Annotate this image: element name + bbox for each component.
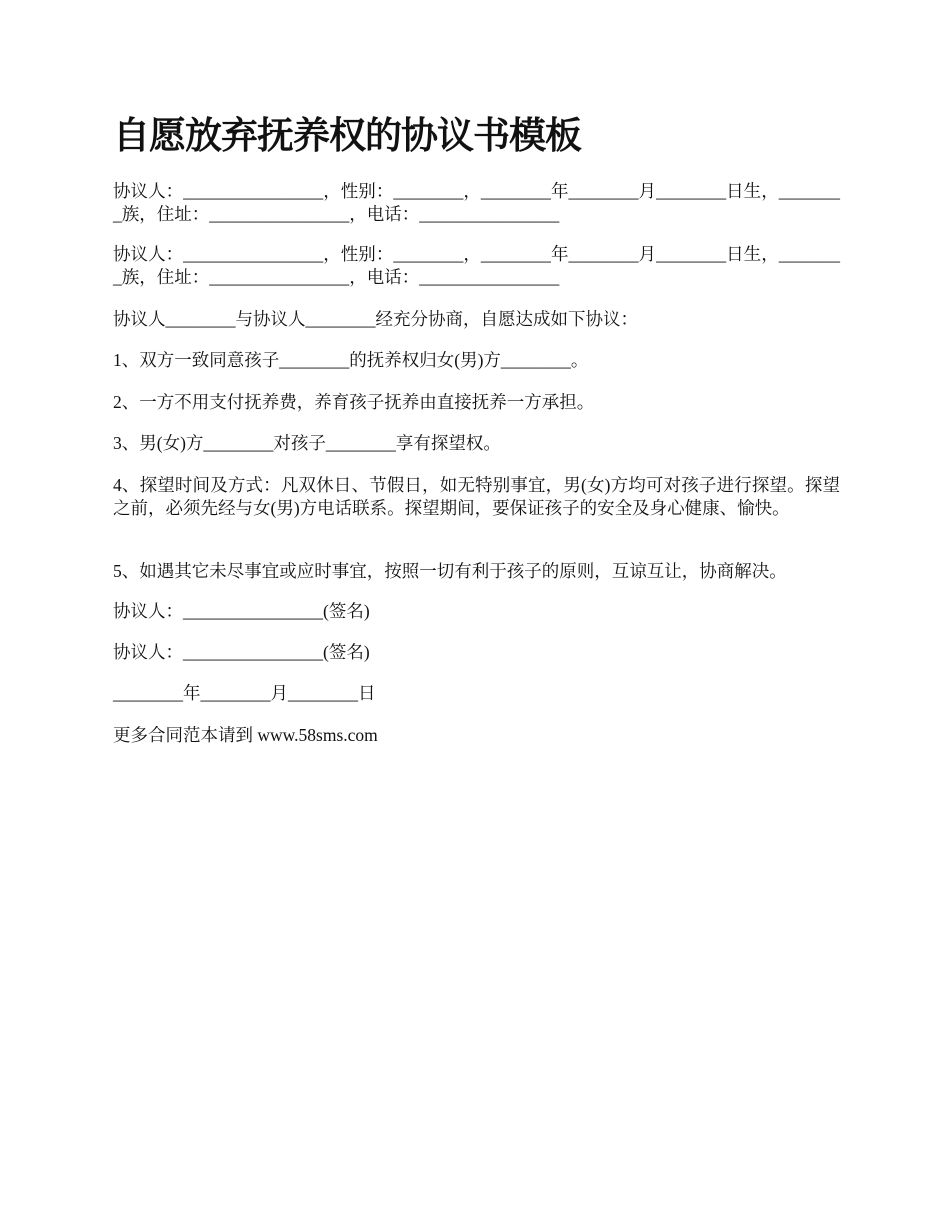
clause-3: 3、男(女)方________对孩子________享有探望权。	[113, 433, 501, 453]
party-b-info: 协议人：________________，性别：________，________年________月________日生，________族，住址：________________，电话：________________	[113, 244, 840, 287]
signature-party-a: 协议人：________________(签名)	[113, 601, 370, 621]
clause-4: 4、探望时间及方式：凡双休日、节假日，如无特别事宜，男(女)方均可对孩子进行探望。探望之前，必须先经与女(男)方电话联系。探望期间，要保证孩子的安全及身心健康、愉快。	[113, 475, 840, 518]
agreement-intro: 协议人________与协议人________经充分协商，自愿达成如下协议：	[113, 309, 638, 329]
clause-1: 1、双方一致同意孩子________的抚养权归女(男)方________。	[113, 350, 589, 370]
document-title: 自愿放弃抚养权的协议书模板	[113, 114, 581, 157]
footer-note: 更多合同范本请到 www.58sms.com	[113, 725, 378, 745]
party-a-info: 协议人：________________，性别：________，________年________月________日生，________族，住址：________________，电话：________________	[113, 181, 840, 224]
clause-5: 5、如遇其它未尽事宜或应时事宜，按照一切有利于孩子的原则，互谅互让，协商解决。	[113, 561, 787, 581]
signature-party-b: 协议人：________________(签名)	[113, 642, 370, 662]
clause-2: 2、一方不用支付抚养费，养育孩子抚养由直接抚养一方承担。	[113, 392, 595, 412]
signing-date: ________年________月________日	[113, 683, 376, 703]
